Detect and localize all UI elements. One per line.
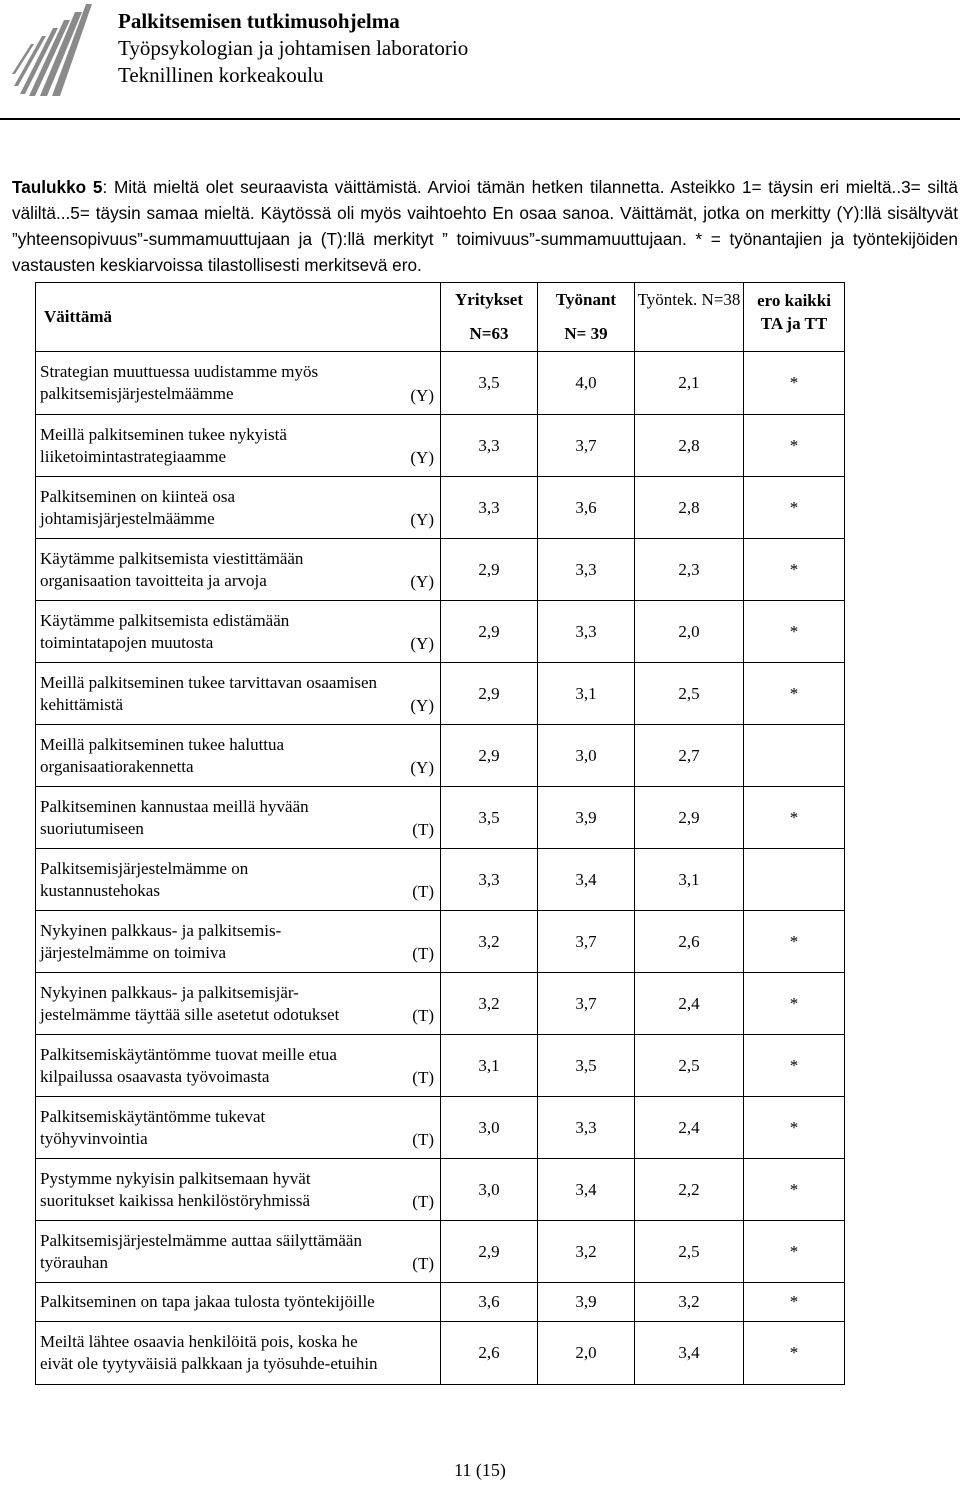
statement-line-2: liiketoimintastrategiaamme [40,446,226,466]
statement-line-2: suoritukset kaikissa henkilöstöryhmissä [40,1190,311,1210]
statement-line-1: Palkitsemisjärjestelmämme on [40,858,249,878]
table-row [36,911,845,973]
statement-cell [36,973,441,1035]
scale-tag: (T) [412,1130,434,1149]
statement-line-1: Nykyinen palkkaus- ja palkitsemisjär- [40,982,299,1002]
table-row [36,1221,845,1283]
statement-line-2: työhyvinvointia [40,1128,148,1148]
significance-mark: * [744,1283,845,1322]
university-name: Teknillinen korkeakoulu [118,63,324,87]
statement-line-1: Strategian muuttuessa uudistamme myös [40,362,319,381]
scale-tag: (Y) [410,386,434,405]
significance-mark: * [744,352,845,415]
statement-line-1: Meillä palkitseminen tukee tarvittavan osaamisen [40,672,378,692]
employers-value: 3,3 [538,539,635,601]
program-title: Palkitsemisen tutkimusohjelma [118,9,400,33]
page-number: 11 (15) [454,1460,506,1480]
companies-value: 3,3 [441,477,538,539]
significance-mark: * [744,973,845,1035]
employers-value: 3,2 [538,1221,635,1283]
employees-value: 2,7 [635,725,744,787]
statement-line-2: kilpailussa osaavasta työvoimasta [40,1066,270,1086]
employees-value: 3,2 [635,1283,744,1322]
scale-tag: (Y) [410,696,434,715]
statement-line-1: Palkitsemisjärjestelmämme auttaa säilyttämään [40,1230,362,1250]
companies-value: 2,6 [441,1322,538,1385]
table-row [36,1097,845,1159]
statement-line-1: Meillä palkitseminen tukee nykyistä [40,424,287,444]
employees-value: 2,1 [635,352,744,415]
employees-value: 2,3 [635,539,744,601]
statement-cell [36,352,441,415]
statement-line-2: kehittämistä [40,694,124,714]
statement-line-1: Meillä palkitseminen tukee haluttua [40,734,285,754]
scale-tag: (Y) [410,634,434,653]
table-row [36,787,845,849]
statement-line-2: organisaation tavoitteita ja arvoja [40,570,267,590]
statement-line-1: Palkitsemiskäytäntömme tukevat [40,1106,266,1126]
employers-value: 3,3 [538,1097,635,1159]
significance-mark: * [744,601,845,663]
statement-line-2: eivät ole tyytyväisiä palkkaan ja työsuhde-etuihin [40,1354,378,1373]
employers-value: 3,4 [538,1159,635,1221]
employees-value: 2,9 [635,787,744,849]
statement-cell [36,911,441,973]
header-companies-n: N=63 [469,324,509,343]
statement-line-2: suoriutumiseen [40,818,144,838]
statement-line-2: työrauhan [40,1252,108,1272]
scale-tag: (T) [412,944,434,963]
employees-value: 2,0 [635,601,744,663]
significance-mark: * [744,1035,845,1097]
employers-value: 2,0 [538,1322,635,1385]
employers-value: 3,5 [538,1035,635,1097]
significance-mark [744,725,845,787]
results-table [35,282,845,1385]
scale-tag: (Y) [410,758,434,777]
table-row [36,352,845,415]
statement-cell [36,539,441,601]
employers-value: 3,9 [538,1283,635,1322]
table-row [36,477,845,539]
statement-cell [36,1035,441,1097]
statement-cell [36,725,441,787]
companies-value: 3,5 [441,352,538,415]
companies-value: 3,2 [441,911,538,973]
document-header [118,8,468,89]
table-row [36,1283,845,1322]
companies-value: 3,0 [441,1097,538,1159]
statement-cell [36,1159,441,1221]
laboratory-name: Työpsykologian ja johtamisen laboratorio [118,36,469,60]
table-row [36,415,845,477]
header-divider [0,118,960,120]
table-row [36,1035,845,1097]
significance-mark: * [744,539,845,601]
statement-line-2: palkitsemisjärjestelmäämme [40,384,234,403]
statement-line-1: Meiltä lähtee osaavia henkilöitä pois, koska he [40,1332,358,1351]
statement-line-1: Palkitseminen on tapa jakaa tulosta työntekijöille [40,1292,375,1311]
statement-cell [36,601,441,663]
statement-cell [36,1283,441,1322]
employers-value: 3,0 [538,725,635,787]
table-row [36,539,845,601]
companies-value: 3,3 [441,849,538,911]
statement-line-2: organisaatiorakennetta [40,756,194,776]
companies-value: 2,9 [441,663,538,725]
university-logo [12,4,102,96]
header-employers [538,283,635,352]
employees-value: 2,5 [635,1035,744,1097]
statement-line-1: Pystymme nykyisin palkitsemaan hyvät [40,1168,311,1188]
header-companies-label: Yritykset [455,290,523,309]
header-employees [635,283,744,352]
companies-value: 3,5 [441,787,538,849]
statement-line-1: Käytämme palkitsemista viestittämään [40,548,304,568]
employees-value: 3,1 [635,849,744,911]
table-row [36,1159,845,1221]
employees-value: 2,4 [635,1097,744,1159]
employers-value: 3,4 [538,849,635,911]
caption-text: : Mitä mieltä olet seuraavista väittämistä. Arvioi tämän hetken tilannetta. Asteikko 1= täysin eri mieltä..3= siltä väliltä...5= täysin samaa mieltä. Käytössä oli myös vaihtoehto En osaa sanoa. Väittämät, jotka on merkitty (Y):llä sisältyvät ”yhteensopivuus”-summamuuttujaan ja (T):llä merkityt ” toimivuus”-summamuuttujaan. * = työnantajien ja työntekijöiden vastausten keskiarvoissa tilastollisesti merkitsevä ero. [12,177,958,275]
scale-tag: (Y) [410,448,434,467]
companies-value: 2,9 [441,539,538,601]
table-row [36,601,845,663]
companies-value: 2,9 [441,601,538,663]
employees-value: 2,8 [635,415,744,477]
employees-value: 2,5 [635,1221,744,1283]
scale-tag: (T) [412,1192,434,1211]
companies-value: 3,1 [441,1035,538,1097]
scale-tag: (T) [412,1006,434,1025]
statement-line-2: järjestelmämme on toimiva [40,942,227,962]
table-caption [12,174,958,278]
statement-cell [36,1322,441,1385]
caption-label: Taulukko 5 [12,177,103,197]
significance-mark: * [744,1221,845,1283]
header-companies [441,283,538,352]
header-employees-label: Työntek. [637,290,698,309]
companies-value: 2,9 [441,1221,538,1283]
statement-cell [36,1097,441,1159]
header-difference: ero kaikki TA ja TT [744,283,845,352]
significance-mark: * [744,1097,845,1159]
employees-value: 3,4 [635,1322,744,1385]
scale-tag: (T) [412,1068,434,1087]
table-row [36,725,845,787]
significance-mark: * [744,415,845,477]
employers-value: 4,0 [538,352,635,415]
employees-value: 2,5 [635,663,744,725]
companies-value: 3,3 [441,415,538,477]
employers-value: 3,7 [538,415,635,477]
significance-mark: * [744,663,845,725]
statement-cell [36,477,441,539]
statement-cell [36,415,441,477]
header-statement: Väittämä [36,283,441,352]
table-row [36,849,845,911]
employers-value: 3,7 [538,911,635,973]
table-row [36,663,845,725]
employees-value: 2,8 [635,477,744,539]
statement-cell [36,663,441,725]
significance-mark: * [744,911,845,973]
statement-line-1: Palkitseminen on kiinteä osa [40,486,235,506]
table-header-row [36,283,845,352]
header-employers-label: Työnant [555,290,617,309]
header-employees-n: N=38 [701,290,741,309]
table-row [36,1322,845,1385]
significance-mark [744,849,845,911]
statement-cell [36,849,441,911]
scale-tag: (Y) [410,510,434,529]
scale-tag: (T) [412,820,434,839]
employers-value: 3,7 [538,973,635,1035]
employees-value: 2,6 [635,911,744,973]
significance-mark: * [744,787,845,849]
employers-value: 3,9 [538,787,635,849]
statement-cell [36,1221,441,1283]
employers-value: 3,3 [538,601,635,663]
companies-value: 3,6 [441,1283,538,1322]
scale-tag: (T) [412,1254,434,1273]
employers-value: 3,6 [538,477,635,539]
table-row [36,973,845,1035]
statement-line-1: Käytämme palkitsemista edistämään [40,610,290,630]
statement-line-1: Nykyinen palkkaus- ja palkitsemis- [40,920,282,940]
statement-line-2: toimintatapojen muutosta [40,632,214,652]
statement-cell [36,787,441,849]
scale-tag: (Y) [410,572,434,591]
employees-value: 2,2 [635,1159,744,1221]
significance-mark: * [744,1322,845,1385]
statement-line-2: kustannustehokas [40,880,160,900]
statement-line-1: Palkitseminen kannustaa meillä hyvään [40,796,309,816]
statement-line-2: johtamisjärjestelmäämme [40,508,215,528]
significance-mark: * [744,1159,845,1221]
companies-value: 2,9 [441,725,538,787]
significance-mark: * [744,477,845,539]
employers-value: 3,1 [538,663,635,725]
statement-line-2: jestelmämme täyttää sille asetetut odotukset [40,1004,340,1024]
employees-value: 2,4 [635,973,744,1035]
companies-value: 3,2 [441,973,538,1035]
header-employers-n: N= 39 [564,324,608,343]
scale-tag: (T) [412,882,434,901]
statement-line-1: Palkitsemiskäytäntömme tuovat meille etua [40,1044,337,1064]
companies-value: 3,0 [441,1159,538,1221]
